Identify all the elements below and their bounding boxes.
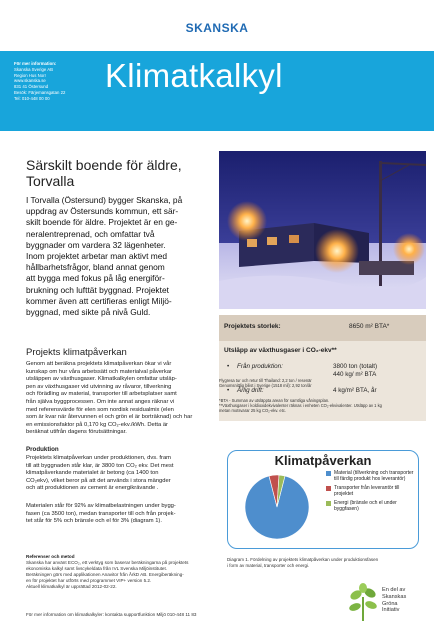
references-line: en för projektet har utförts med programmet VIP+ version 5.2. — [26, 578, 152, 583]
intro-text — [26, 195, 222, 318]
intro-line: hållbarhetsfrågor, bland annat genom — [26, 262, 165, 273]
chart-legend — [326, 470, 416, 515]
climate-line: beräknat utifrån dagens förutsättningar. — [26, 429, 127, 436]
project-title-line: Särskilt boende för äldre, — [26, 157, 182, 173]
materials-text — [26, 503, 222, 526]
climate-line: utsläppen av växthusgaser. Klimatkalkylen omfattar utsläp- — [26, 376, 177, 383]
climate-line: Genom att beräkna projektets klimatpåverkan ökar vi vår — [26, 361, 172, 367]
materials-line: Materialen står för 92% av klimatbelastningen under bygg- — [26, 503, 176, 509]
intro-line: I Torvalla (Östersund) bygger Skanska, på — [26, 195, 183, 205]
caption-line: i form av material, transporter och energi. — [227, 562, 310, 568]
co2-value-line: 4 kg/m² BTA, år — [333, 387, 377, 394]
contact-line: Skanska Sverige AB — [14, 66, 53, 72]
intro-line: byggnader om vardera 32 lägenheter. — [26, 239, 166, 250]
intro-line: kommer även att certifieras enligt Miljö- — [26, 295, 172, 306]
project-size-box — [219, 315, 426, 341]
contact-line: Region Hus Norr — [14, 72, 47, 78]
climate-line: pen av växthusgaser vid utvinning av råvaror, tillverkning — [26, 383, 172, 390]
references-line: ekonomiska kalkyl samt livscykeldata från IVL Svenska Miljöinstitutet. — [26, 566, 168, 571]
sgi-line: Initiativ — [382, 607, 400, 614]
intro-line: skilt boende för äldre. Projektet är en ge- — [26, 217, 178, 228]
co2-row-label: Årlig drift: — [237, 387, 264, 394]
legend-swatch — [326, 486, 331, 491]
caption-line: Diagram 1. Fördelning av projektets klimatpåverkan under produktionsfasen — [227, 557, 379, 562]
contact-info — [14, 61, 104, 102]
bullet: • — [227, 363, 230, 370]
diagram-caption — [227, 557, 427, 569]
climate-line: och förädling av material, transporter till arbetsplatser samt — [26, 391, 177, 398]
production-heading: Produktion — [26, 446, 59, 453]
materials-line: fasen (ca 3500 ton), medan transporter till och från projek- — [26, 510, 176, 517]
co2-value-line: 3800 ton (totalt) — [333, 363, 378, 370]
climate-section-text — [26, 361, 222, 437]
intro-line: byggnad, med sikte på nivå Guld. — [26, 307, 151, 318]
sgi-line: Skanskas — [382, 593, 407, 600]
flight-line: Flygresa tur och retur till Thailand: 2,2 ton / resenär — [219, 378, 312, 383]
climate-line: som är kvar när återvunnen el och grön el är borträknad) och har — [26, 414, 193, 421]
footnotes — [219, 398, 426, 414]
document-title: Klimatkalkyl — [105, 57, 283, 94]
footer-contact: För mer information om klimatkalkyler: kontakta supportfunktion Miljö 010-448 11 83 — [26, 612, 197, 617]
intro-line: att bygga med fokus på låg energiför- — [26, 273, 165, 284]
footnote-line: *BTA - Summan av utsläppta arean för samtliga våningsplan. — [219, 398, 330, 403]
references-line: Aktuell klimatkalkyl är upprättad 2012-02-22. — [26, 584, 117, 589]
production-line: CO₂ekv), vilket beror på att det används i stora mängder — [26, 477, 171, 484]
production-line: klimatpåverkande materialet är betong (ca 1400 ton — [26, 470, 159, 477]
references-heading: Referenser och metod — [26, 554, 75, 559]
legend-item-energy — [326, 500, 416, 512]
contact-line: Tel: 010-448 00 00 — [14, 95, 50, 101]
project-title-line: Torvalla — [26, 173, 75, 189]
materials-line: tet står för 5% och bränsle och el för 3% (diagram 1). — [26, 518, 162, 525]
legend-swatch — [326, 501, 331, 506]
contact-line: För mer information: — [14, 61, 57, 66]
project-title — [26, 157, 221, 189]
co2-value-line: 440 kg/ m² BTA — [333, 371, 377, 378]
co2-row-value — [333, 363, 377, 379]
climate-line: med referensvärde för elen som nordisk residualmix (elen — [26, 406, 174, 413]
sgi-line: Gröna — [382, 600, 398, 607]
intro-line: Inom projektet arbetar man aktivt med — [26, 251, 168, 262]
project-size-label: Projektets storlek: — [224, 323, 281, 330]
header-band — [0, 51, 434, 131]
legend-swatch — [326, 471, 331, 476]
climate-line: kunskap om hur våra arbetssätt och materialval påverkar — [26, 368, 172, 375]
co2-row-label: Från produktion: — [237, 363, 283, 370]
contact-line: Besök: Färjemansgatan 22 — [14, 89, 66, 95]
construction-site-image — [219, 151, 426, 309]
legend-label: Transporter från leverantör till projektet — [334, 485, 400, 497]
project-size-value: 8650 m² BTA* — [349, 323, 390, 330]
green-initiative-leaf-icon — [347, 583, 379, 623]
flight-comparison — [219, 378, 426, 388]
production-line: till att byggnaden står klar, är 3800 ton CO₂ ekv. Det mest — [26, 462, 174, 469]
intro-line: brukning och lufttät byggnad. Projektet — [26, 284, 169, 295]
footnote-line: **Växthusgaser i koldioxidekvivalenter räknas i enheten CO₂-ekvivalenter. Utsläpp av 1 kg — [219, 403, 382, 409]
legend-item-transport — [326, 485, 416, 497]
bullet: • — [227, 387, 230, 394]
production-text — [26, 455, 222, 493]
production-line: och att produktionen av cement är energikrävande . — [26, 485, 159, 492]
climate-section-heading: Projekts klimatpåverkan — [26, 347, 127, 358]
green-initiative-text — [382, 587, 406, 614]
references — [26, 554, 226, 590]
flight-line: Genomsnittlig bilist i Sverige (1518 mil): 2,92 ton/år — [219, 383, 312, 389]
co2-row-production — [227, 363, 377, 379]
climate-line: från själva byggprocessen. Om inte annat anges räknar vi — [26, 398, 175, 405]
chart-title: Klimatpåverkan — [274, 453, 372, 468]
intro-line: neralentreprenad, och omfattar två — [26, 228, 155, 239]
construction-site-photo — [219, 151, 426, 309]
climate-line: en emissionsfaktor på 0,170 kg CO₂-ekv./kWh. Detta är — [26, 421, 168, 428]
references-line: Skanska har använt ECO₂, ett verktyg som baserar beräkningarna på projektets — [26, 560, 189, 565]
references-line: Beräkningen görs med applikationen Anavitor från ÅrkD AB. Energiberäkning- — [26, 572, 184, 577]
contact-line: www.skanska.se — [14, 78, 46, 84]
legend-label: Material (tillverkning och transporter till färdig produkt hos leverantör) — [334, 470, 414, 482]
contact-line: 831 41 Östersund — [14, 84, 49, 90]
co2-heading: Utsläpp av växthusgaser i CO₂-ekv** — [224, 347, 337, 354]
skanska-logo: SKANSKA — [185, 21, 249, 35]
intro-line: uppdrag av Östersunds kommun, ett sär- — [26, 206, 179, 217]
sgi-line: En del av — [382, 587, 406, 593]
legend-item-material — [326, 470, 416, 482]
footnote-line: metan motsvarar 25 kg CO₂-ekv. etc. — [219, 408, 287, 414]
climate-impact-chart — [227, 450, 419, 549]
production-line: Projektets klimatpåverkan under produktionen, dvs. fram — [26, 455, 171, 461]
legend-label: Energi (bränsle och el under byggfasen) — [334, 500, 397, 512]
pie-chart-svg — [232, 469, 322, 544]
